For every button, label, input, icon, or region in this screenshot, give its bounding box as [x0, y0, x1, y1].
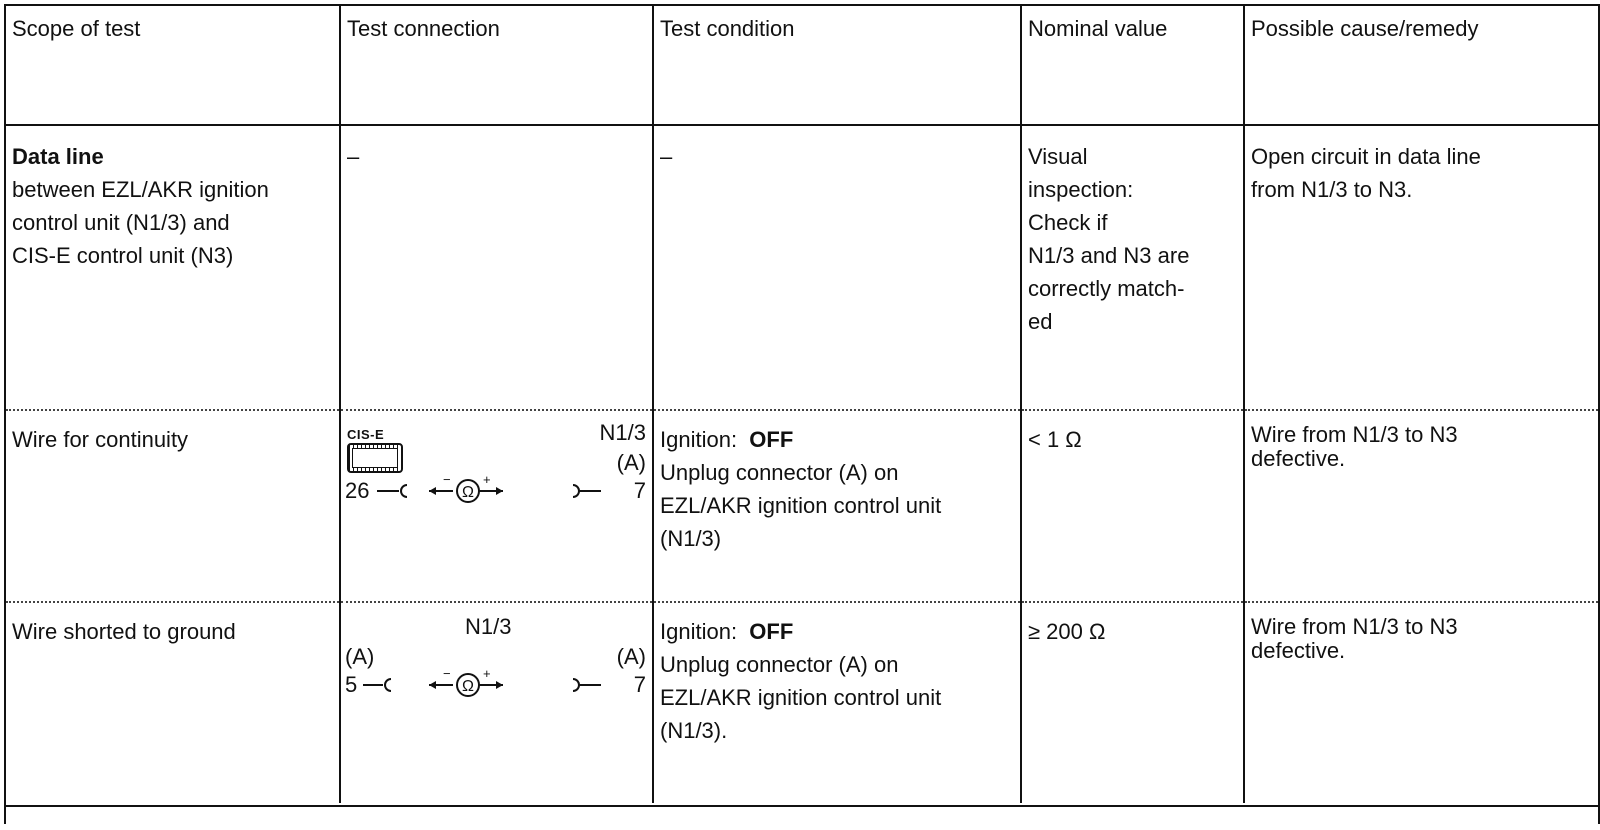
condition-line: Unplug connector (A) on	[660, 460, 899, 485]
ohm-symbol: Ω	[462, 484, 474, 501]
right-pin: 7	[633, 478, 646, 503]
connection-cell	[340, 410, 653, 602]
scope-line: control unit (N1/3) and	[12, 210, 230, 235]
condition-line: (N1/3)	[660, 526, 722, 551]
condition-prefix: Ignition:	[660, 619, 738, 644]
scope-title: Data line	[12, 144, 104, 169]
remedy-line: defective.	[1251, 446, 1346, 471]
condition-line: EZL/AKR ignition control unit	[660, 493, 942, 518]
test-table	[6, 6, 1598, 803]
meter-positive: +	[483, 667, 491, 681]
condition-prefix: Ignition:	[660, 427, 738, 452]
nominal-cell	[1021, 125, 1244, 410]
left-pin: 5	[345, 672, 358, 697]
nominal-line: Visual	[1028, 144, 1088, 169]
left-connector-label: (A)	[345, 644, 375, 669]
connection-cell	[340, 602, 653, 803]
nominal-line: ed	[1028, 309, 1053, 334]
nominal-line: inspection:	[1028, 177, 1134, 202]
condition-line: Unplug connector (A) on	[660, 652, 899, 677]
ohm-symbol: Ω	[462, 678, 474, 695]
header-connection: Test connection	[340, 6, 653, 125]
remedy-line: Wire from N1/3 to N3	[1251, 422, 1458, 447]
test-table-sheet	[4, 4, 1600, 824]
condition-line: (N1/3).	[660, 718, 728, 743]
header-nominal: Nominal value	[1021, 6, 1244, 125]
ohmmeter-probe-icon	[359, 667, 631, 703]
ignition-state: OFF	[749, 427, 794, 452]
scope-cell: Wire for continuity	[6, 410, 340, 602]
table-row	[6, 410, 1598, 602]
ignition-state: OFF	[749, 619, 794, 644]
condition-cell	[653, 602, 1021, 803]
nominal-line: Check if	[1028, 210, 1108, 235]
header-remedy: Possible cause/remedy	[1244, 6, 1598, 125]
header-scope: Scope of test	[6, 6, 340, 125]
remedy-cell	[1244, 602, 1598, 803]
condition-cell	[653, 410, 1021, 602]
meter-positive: +	[483, 473, 491, 487]
scope-cell	[6, 125, 340, 410]
remedy-line: from N1/3 to N3.	[1251, 177, 1413, 202]
remedy-cell	[1244, 125, 1598, 410]
remedy-cell	[1244, 410, 1598, 602]
nominal-cell: < 1 Ω	[1021, 410, 1244, 602]
remedy-line: defective.	[1251, 638, 1346, 663]
short-to-ground-test-diagram	[341, 613, 652, 733]
connection-cell: –	[340, 125, 653, 410]
meter-negative: −	[443, 667, 451, 681]
scope-line: between EZL/AKR ignition	[12, 177, 269, 202]
component-label: N1/3	[599, 420, 646, 445]
meter-negative: −	[443, 473, 451, 487]
nominal-cell: ≥ 200 Ω	[1021, 602, 1244, 803]
ohmmeter-probe-icon	[373, 473, 631, 509]
bottom-rule	[4, 805, 1600, 807]
right-pin: 7	[633, 672, 646, 697]
condition-cell: –	[653, 125, 1021, 410]
remedy-line: Open circuit in data line	[1251, 144, 1481, 169]
table-row	[6, 602, 1598, 803]
cis-e-label: CIS-E	[347, 427, 385, 442]
continuity-test-diagram	[341, 421, 652, 541]
nominal-line: correctly match-	[1028, 276, 1185, 301]
connector-label: (A)	[616, 450, 646, 475]
remedy-line: Wire from N1/3 to N3	[1251, 614, 1458, 639]
header-condition: Test condition	[653, 6, 1021, 125]
scope-cell: Wire shorted to ground	[12, 619, 236, 644]
header-row	[6, 6, 1598, 125]
nominal-line: N1/3 and N3 are	[1028, 243, 1190, 268]
table-row	[6, 125, 1598, 410]
scope-line: CIS-E control unit (N3)	[12, 243, 234, 268]
cis-e-connector-icon	[347, 443, 403, 473]
condition-line: EZL/AKR ignition control unit	[660, 685, 942, 710]
component-label: N1/3	[465, 614, 512, 639]
right-connector-label: (A)	[616, 644, 646, 669]
left-pin: 26	[345, 478, 370, 503]
